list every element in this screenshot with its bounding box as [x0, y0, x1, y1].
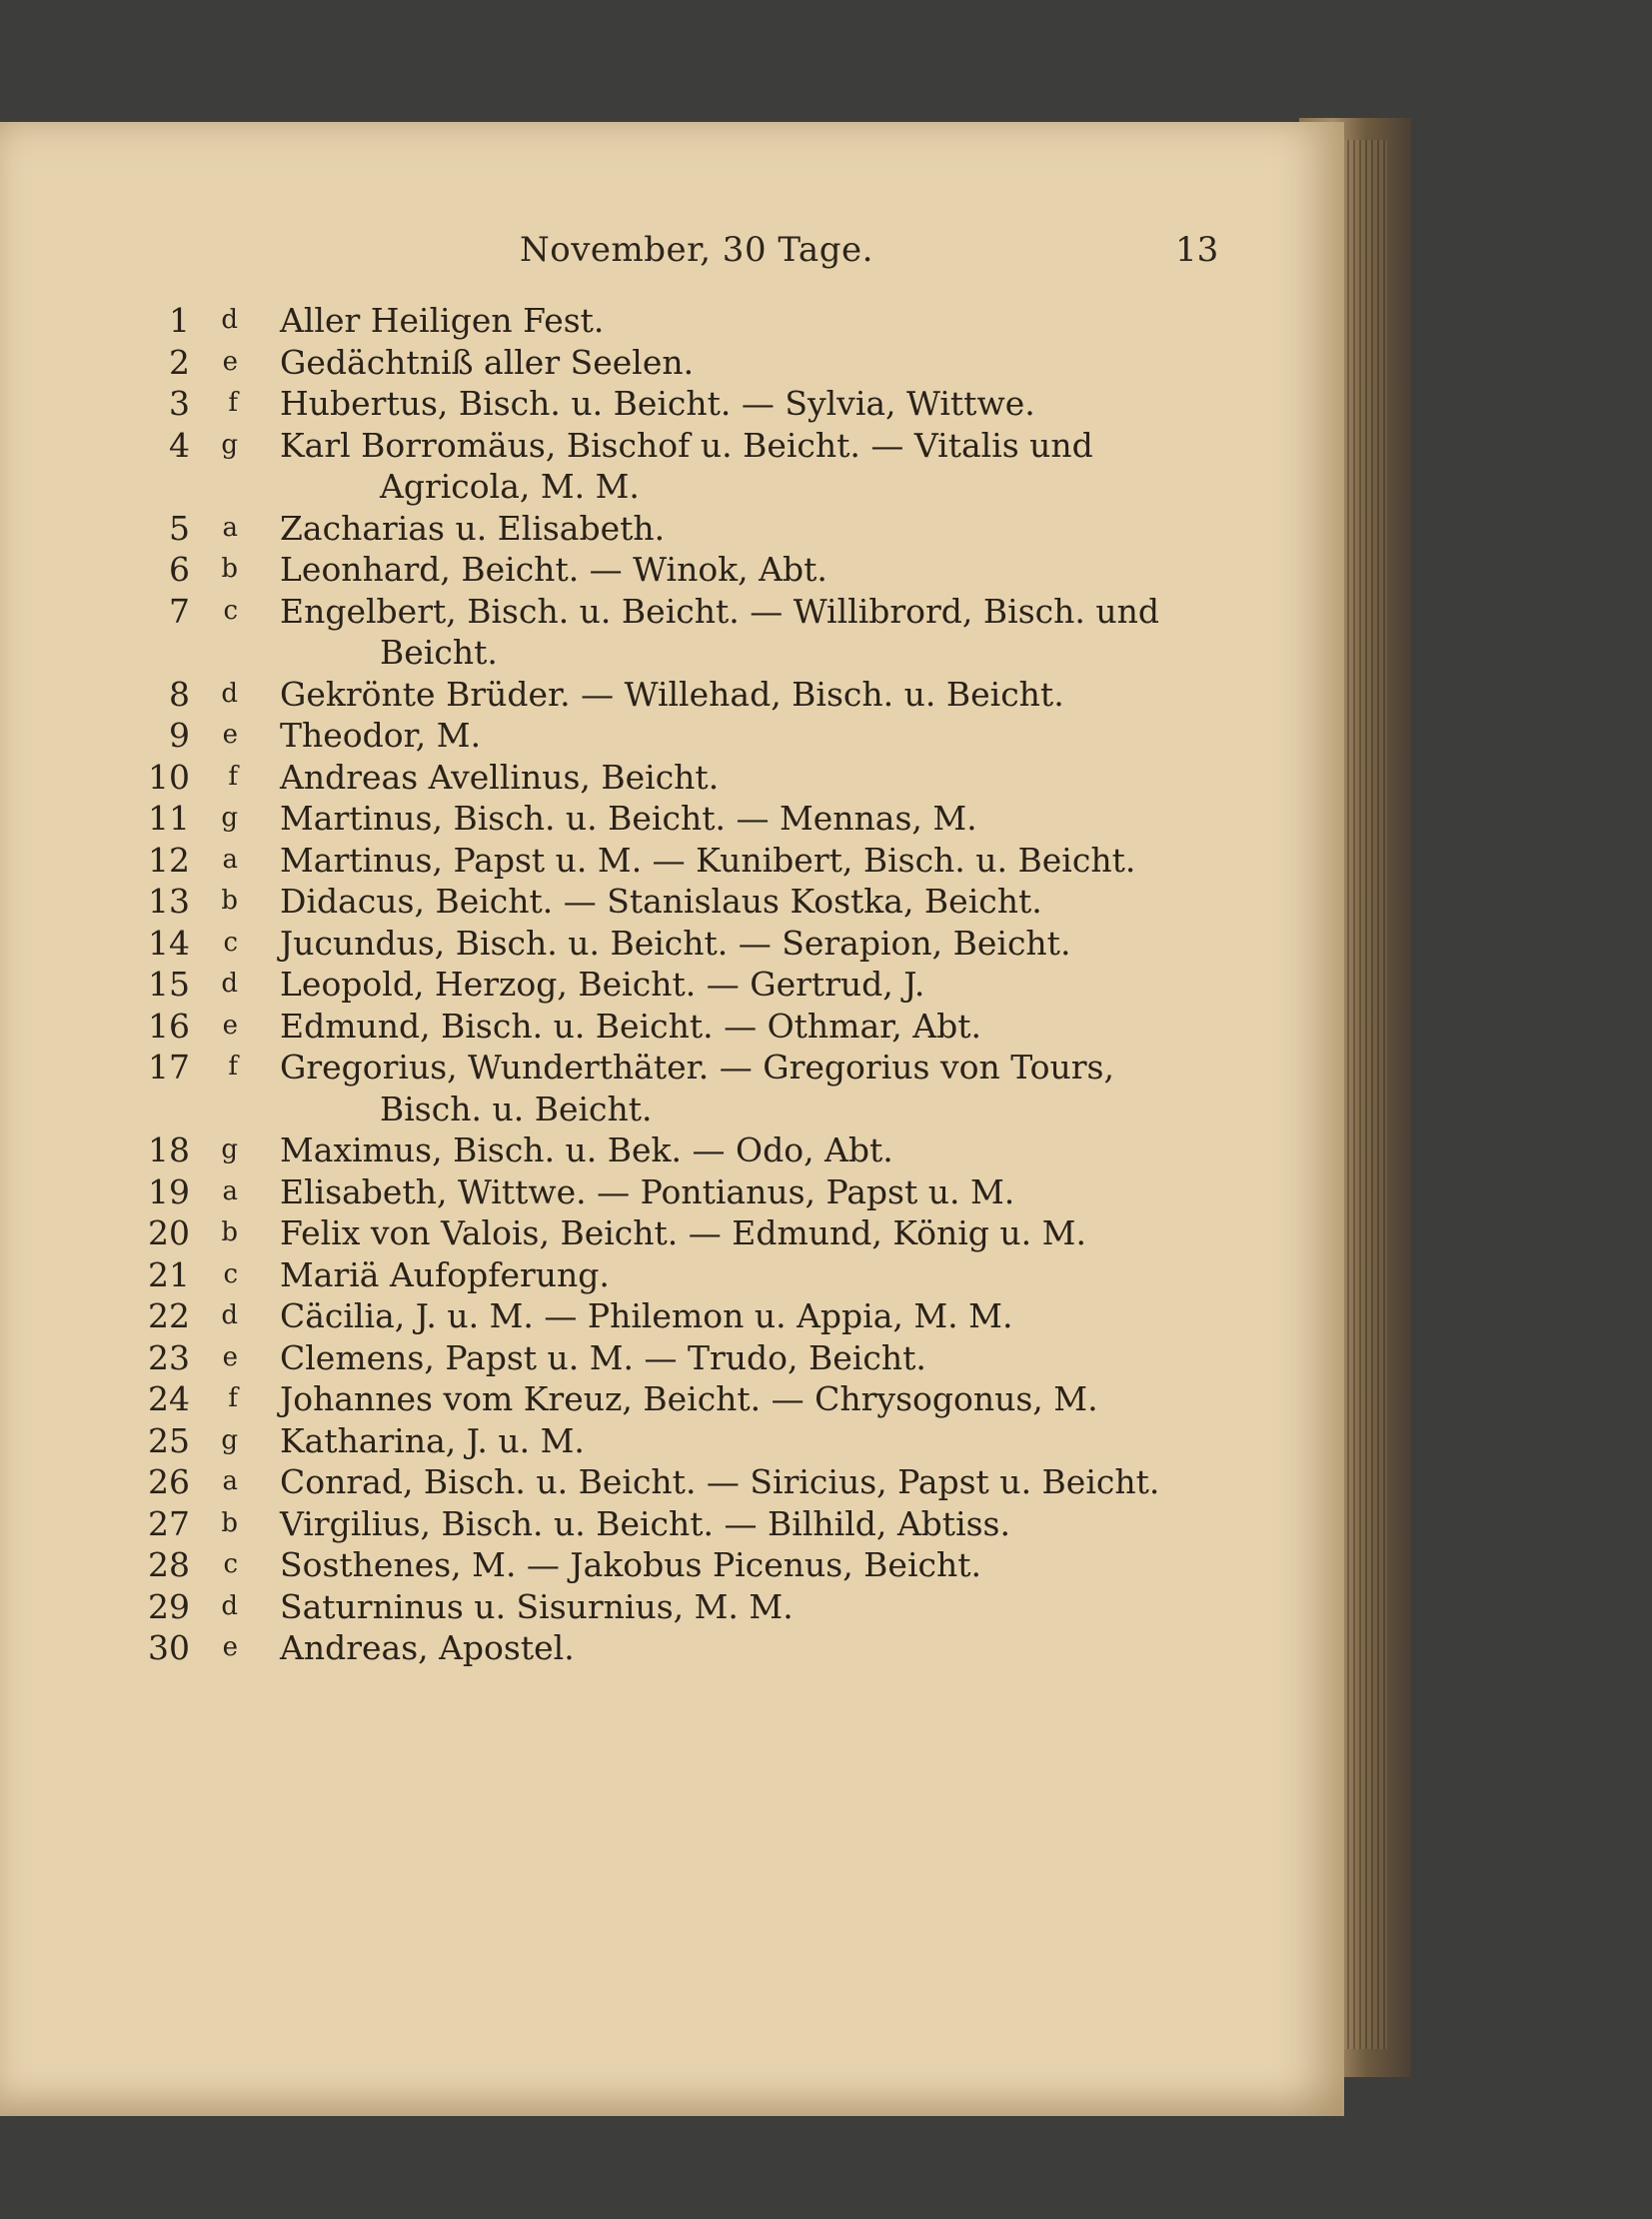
saint-names — [272, 1129, 1239, 1171]
dominical-letter: g — [221, 803, 238, 833]
dominical-letter: g — [221, 1424, 238, 1455]
calendar-entry — [140, 964, 1239, 1006]
saint-names — [272, 1212, 1239, 1254]
saint-names — [272, 1461, 1239, 1503]
day-number: 17 — [148, 1048, 190, 1087]
day-number: 1 — [169, 301, 190, 340]
calendar-entry — [140, 300, 1239, 342]
day-number: 18 — [148, 1130, 190, 1169]
saint-names — [272, 923, 1239, 965]
entry-continuation-line: Agricola, M. M. — [380, 467, 640, 506]
day-number: 22 — [148, 1296, 190, 1335]
entry-line: Johannes vom Kreuz, Beicht. — Chrysogonus, M. — [280, 1379, 1098, 1418]
entry-line: Gedächtniß aller Seelen. — [280, 342, 695, 382]
entry-line: Sosthenes, M. — Jakobus Picenus, Beicht. — [280, 1545, 981, 1584]
saint-names — [272, 1627, 1239, 1669]
day-number: 12 — [148, 840, 190, 880]
day-number: 29 — [148, 1586, 190, 1626]
day-number: 3 — [169, 384, 190, 423]
entry-line: Leopold, Herzog, Beicht. — Gertrud, J. — [280, 965, 925, 1004]
saint-names — [272, 591, 1239, 674]
entry-line: Didacus, Beicht. — Stanislaus Kostka, Beicht. — [280, 882, 1042, 921]
saint-names — [272, 881, 1239, 923]
entry-line: Katharina, J. u. M. — [280, 1420, 585, 1460]
saint-names — [272, 300, 1239, 342]
saint-names — [272, 798, 1239, 840]
saint-names — [272, 674, 1239, 716]
entry-line: Cäcilia, J. u. M. — Philemon u. Appia, M. M. — [280, 1296, 1013, 1335]
dominical-letter: b — [221, 1217, 238, 1247]
day-number: 10 — [148, 757, 190, 797]
dominical-letter: e — [222, 1341, 238, 1372]
dominical-letter: f — [228, 388, 238, 418]
dominical-letter: c — [223, 1549, 238, 1579]
saint-names — [272, 549, 1239, 591]
dominical-letter: b — [221, 886, 238, 916]
calendar-entry — [140, 383, 1239, 425]
entry-line: Virgilius, Bisch. u. Beicht. — Bilhild, Abtiss. — [280, 1503, 1010, 1543]
calendar-entry — [140, 1586, 1239, 1628]
saint-names — [272, 1047, 1239, 1129]
dominical-letter: f — [228, 1383, 238, 1413]
entry-continuation-line: Bisch. u. Beicht. — [380, 1089, 653, 1128]
calendar-entry — [140, 715, 1239, 757]
dominical-letter: f — [228, 1052, 238, 1082]
calendar-entry — [140, 840, 1239, 882]
saint-names — [272, 1378, 1239, 1420]
dominical-letter: d — [221, 678, 238, 709]
calendar-entry — [140, 1544, 1239, 1586]
entry-line: Karl Borromäus, Bischof u. Beicht. — Vitalis und — [280, 425, 1093, 465]
saint-names — [272, 840, 1239, 882]
saint-names — [272, 425, 1239, 508]
day-number: 16 — [148, 1006, 190, 1046]
calendar-entry — [140, 923, 1239, 965]
day-number: 19 — [148, 1171, 190, 1211]
day-number: 26 — [148, 1462, 190, 1501]
calendar-entry — [140, 1006, 1239, 1048]
day-number: 6 — [169, 550, 190, 589]
entry-line: Andreas Avellinus, Beicht. — [280, 757, 720, 797]
calendar-entry — [140, 508, 1239, 550]
entry-line: Jucundus, Bisch. u. Beicht. — Serapion, Beicht. — [280, 923, 1071, 963]
calendar-entry — [140, 591, 1239, 674]
page-title: November, 30 Tage. — [520, 230, 873, 270]
calendar-entries — [140, 300, 1239, 1669]
day-number: 25 — [148, 1420, 190, 1460]
calendar-entry — [140, 757, 1239, 799]
entry-line: Gregorius, Wunderthäter. — Gregorius von Tours, — [280, 1048, 1114, 1087]
day-number: 2 — [169, 342, 190, 382]
saint-names — [272, 1586, 1239, 1628]
entry-line: Theodor, M. — [280, 716, 482, 755]
day-number: 8 — [169, 674, 190, 714]
entry-line: Conrad, Bisch. u. Beicht. — Siricius, Papst u. Beicht. — [280, 1462, 1160, 1501]
entry-line: Hubertus, Bisch. u. Beicht. — Sylvia, Wittwe. — [280, 384, 1035, 423]
saint-names — [272, 1171, 1239, 1213]
calendar-entry — [140, 1171, 1239, 1213]
saint-names — [272, 508, 1239, 550]
dominical-letter: e — [222, 720, 238, 750]
saint-names — [272, 715, 1239, 757]
entry-line: Maximus, Bisch. u. Bek. — Odo, Abt. — [280, 1130, 893, 1169]
dominical-letter: e — [222, 1010, 238, 1041]
entry-line: Mariä Aufopferung. — [280, 1254, 610, 1294]
saint-names — [272, 383, 1239, 425]
dominical-letter: c — [223, 595, 238, 626]
dominical-letter: e — [222, 1632, 238, 1662]
saint-names — [272, 1337, 1239, 1379]
entry-line: Clemens, Papst u. M. — Trudo, Beicht. — [280, 1337, 926, 1377]
dominical-letter: a — [222, 844, 238, 875]
saint-names — [272, 1006, 1239, 1048]
calendar-entry — [140, 1295, 1239, 1337]
day-number: 24 — [148, 1379, 190, 1418]
entry-line: Zacharias u. Elisabeth. — [280, 508, 666, 548]
entry-line: Elisabeth, Wittwe. — Pontianus, Papst u. M. — [280, 1171, 1015, 1211]
dominical-letter: d — [221, 1300, 238, 1330]
saint-names — [272, 1544, 1239, 1586]
calendar-entry — [140, 425, 1239, 508]
calendar-entry — [140, 1627, 1239, 1669]
book-page — [0, 122, 1344, 2116]
day-number: 21 — [148, 1254, 190, 1294]
day-number: 27 — [148, 1503, 190, 1543]
day-number: 28 — [148, 1545, 190, 1584]
saint-names — [272, 757, 1239, 799]
dominical-letter: g — [221, 429, 238, 460]
calendar-entry — [140, 674, 1239, 716]
entry-line: Martinus, Bisch. u. Beicht. — Mennas, M. — [280, 799, 977, 838]
calendar-entry — [140, 881, 1239, 923]
calendar-entry — [140, 1503, 1239, 1545]
day-number: 7 — [169, 591, 190, 631]
day-number: 30 — [148, 1628, 190, 1667]
entry-line: Aller Heiligen Fest. — [280, 301, 605, 340]
day-number: 14 — [148, 923, 190, 963]
calendar-entry — [140, 1254, 1239, 1296]
dominical-letter: d — [221, 969, 238, 999]
day-number: 5 — [169, 508, 190, 548]
entry-line: Edmund, Bisch. u. Beicht. — Othmar, Abt. — [280, 1006, 981, 1046]
entry-line: Leonhard, Beicht. — Winok, Abt. — [280, 550, 827, 589]
dominical-letter: a — [222, 512, 238, 543]
day-number: 20 — [148, 1213, 190, 1252]
calendar-entry — [140, 1212, 1239, 1254]
calendar-entry — [140, 549, 1239, 591]
dominical-letter: c — [223, 1258, 238, 1289]
calendar-entry — [140, 342, 1239, 384]
calendar-entry — [140, 1420, 1239, 1462]
dominical-letter: a — [222, 1175, 238, 1206]
entry-line: Felix von Valois, Beicht. — Edmund, König u. M. — [280, 1213, 1086, 1252]
dominical-letter: b — [221, 1507, 238, 1538]
saint-names — [272, 1420, 1239, 1462]
saint-names — [272, 1503, 1239, 1545]
dominical-letter: a — [222, 1466, 238, 1496]
calendar-entry — [140, 1047, 1239, 1129]
dominical-letter: f — [228, 761, 238, 792]
dominical-letter: g — [221, 1134, 238, 1164]
calendar-entry — [140, 1461, 1239, 1503]
day-number: 15 — [148, 965, 190, 1004]
saint-names — [272, 1295, 1239, 1337]
page-number: 13 — [1175, 230, 1219, 270]
dominical-letter: e — [222, 346, 238, 377]
day-number: 13 — [148, 882, 190, 921]
day-number: 9 — [169, 716, 190, 755]
entry-line: Martinus, Papst u. M. — Kunibert, Bisch. u. Beicht. — [280, 840, 1136, 880]
calendar-entry — [140, 1337, 1239, 1379]
day-number: 23 — [148, 1337, 190, 1377]
entry-continuation-line: Beicht. — [380, 633, 498, 672]
calendar-entry — [140, 1378, 1239, 1420]
entry-line: Engelbert, Bisch. u. Beicht. — Willibrord, Bisch. und — [280, 591, 1159, 631]
saint-names — [272, 342, 1239, 384]
calendar-entry — [140, 798, 1239, 840]
dominical-letter: d — [221, 1590, 238, 1621]
saint-names — [272, 1254, 1239, 1296]
saint-names — [272, 964, 1239, 1006]
entry-line: Gekrönte Brüder. — Willehad, Bisch. u. Beicht. — [280, 674, 1064, 714]
day-number: 11 — [148, 799, 190, 838]
day-number: 4 — [169, 425, 190, 465]
entry-line: Saturninus u. Sisurnius, M. M. — [280, 1586, 794, 1626]
dominical-letter: b — [221, 554, 238, 584]
entry-line: Andreas, Apostel. — [280, 1628, 575, 1667]
dominical-letter: c — [223, 927, 238, 958]
dominical-letter: d — [221, 305, 238, 335]
calendar-entry — [140, 1129, 1239, 1171]
